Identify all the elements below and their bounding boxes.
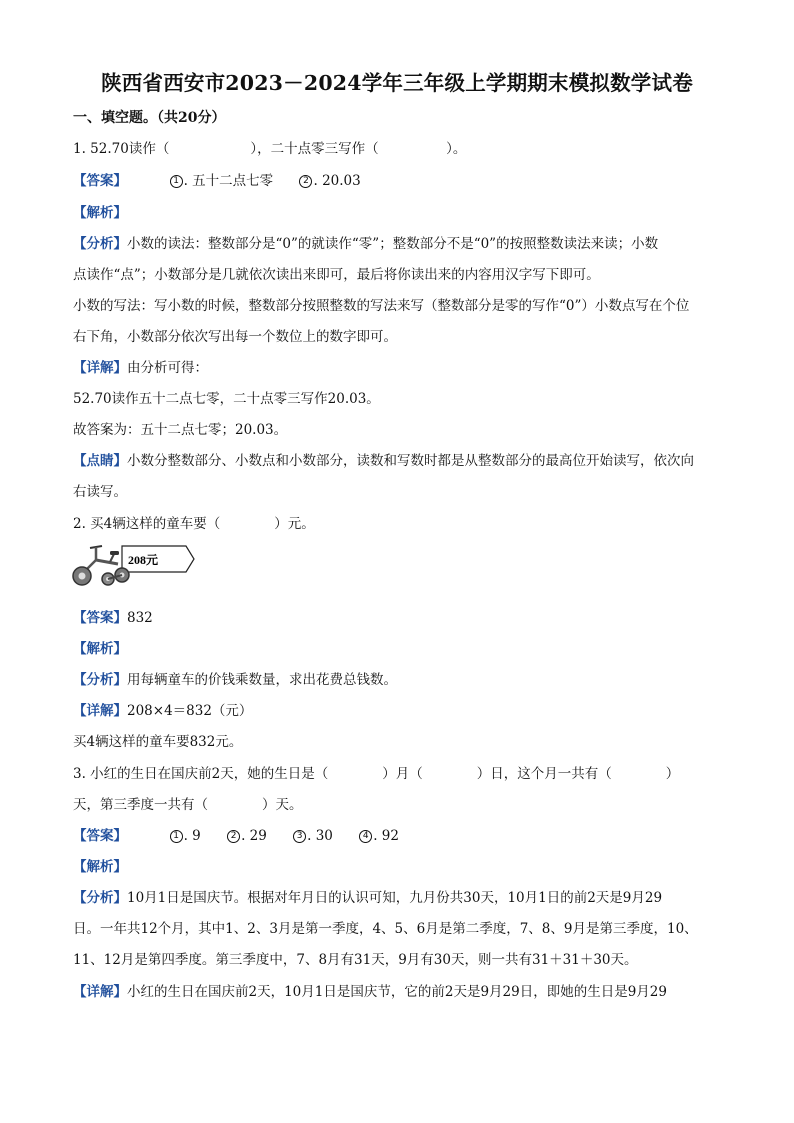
q1-dianjing-line-2: 右读写。: [73, 484, 127, 500]
q2-fenxi: 【分析】用每辆童车的价钱乘数量，求出花费总钱数。: [73, 672, 397, 688]
q1-answer-1: 1 . 五十二点七零: [170, 173, 274, 189]
q1-dianjing-line-1: 【点睛】小数分整数部分、小数点和小数部分，读数和写数时都是从整数部分的最高位开始读写，依次向: [73, 453, 694, 469]
q3-fenxi-line-1: 【分析】10月1日是国庆节。根据对年月日的认识可知，九月份共30天，10月1日的前2天是9月29: [73, 890, 663, 906]
dianjing-tag: 【点睛】: [73, 453, 127, 469]
q2-conclusion: 买4辆这样的童车要832元。: [73, 734, 243, 750]
q1-answer-row: [73, 172, 383, 190]
q2-xiangjie: 【详解】208×4＝832（元）: [73, 703, 253, 719]
q3-answer-row: [73, 827, 421, 845]
q3-answer-2: 2 . 29: [227, 828, 267, 844]
q3-answer-1: 1 . 9: [170, 828, 201, 844]
answer-tag: 【答案】: [73, 173, 127, 189]
q2-answer: 832: [127, 610, 153, 626]
analysis-heading: 【解析】: [73, 859, 127, 875]
q1-xiefa-line-1: 小数的写法：写小数的时候，整数部分按照整数的写法来写（整数部分是零的写作“0”）小数点写在个位: [73, 298, 690, 314]
answer-tag: 【答案】: [73, 828, 127, 844]
q1-xiangjie: 【详解】由分析可得：: [73, 360, 208, 376]
circled-number-icon: 4: [359, 830, 372, 843]
q1-xiefa-line-2: 右下角，小数部分依次写出每一个数位上的数字即可。: [73, 329, 397, 345]
analysis-heading: 【解析】: [73, 641, 127, 657]
xiangjie-tag: 【详解】: [73, 703, 127, 719]
fenxi-tag: 【分析】: [73, 236, 127, 252]
q3-answer-4: 4 . 92: [359, 828, 399, 844]
q1-fenxi-line-1: 【分析】小数的读法：整数部分是“0”的就读作“零”；整数部分不是“0”的按照整数读法来读；小数: [73, 236, 659, 252]
page-title: 陕西省西安市2023－2024学年三年级上学期期末模拟数学试卷: [101, 71, 693, 95]
q3-xiangjie: 【详解】小红的生日在国庆前2天，10月1日是国庆节，它的前2天是9月29日，即她的生日是9月29: [73, 984, 667, 1000]
circled-number-icon: 1: [170, 830, 183, 843]
q3-answer-3: 3 . 30: [293, 828, 333, 844]
circled-number-icon: 2: [227, 830, 240, 843]
q1-line-a: 52.70读作五十二点七零，二十点零三写作20.03。: [73, 391, 380, 407]
fenxi-tag: 【分析】: [73, 672, 127, 688]
price-tag-text: 208元: [128, 553, 159, 567]
answer-tag: 【答案】: [73, 610, 127, 626]
circled-number-icon: 1: [170, 175, 183, 188]
circled-number-icon: 3: [293, 830, 306, 843]
xiangjie-tag: 【详解】: [73, 984, 127, 1000]
q2-answer-row: [73, 609, 153, 627]
q3-fenxi-line-2: 日。一年共12个月，其中1、2、3月是第一季度，4、5、6月是第二季度，7、8、9月是第三季度，10、: [73, 921, 698, 937]
question-3-line-2: 天，第三季度一共有（ ）天。: [73, 797, 303, 813]
q1-answer-2: 2 . 20.03: [299, 173, 360, 189]
q1-fenxi-line-2: 点读作“点”；小数部分是几就依次读出来即可，最后将你读出来的内容用汉字写下即可。: [73, 267, 600, 283]
question-3-line-1: 3. 小红的生日在国庆前2天，她的生日是（ ）月（ ）日，这个月一共有（ ）: [73, 766, 680, 782]
fenxi-tag: 【分析】: [73, 890, 127, 906]
question-1: 1. 52.70读作（ ），二十点零三写作（ ）。: [73, 141, 467, 157]
xiangjie-tag: 【详解】: [73, 360, 127, 376]
q3-fenxi-line-3: 11、12月是第四季度。第三季度中，7、8月有31天，9月有30天，则一共有31＋31＋30天。: [73, 952, 638, 968]
question-2: 2. 买4辆这样的童车要（ ）元。: [73, 516, 315, 532]
tricycle-illustration: [70, 540, 196, 588]
q1-line-b: 故答案为：五十二点七零；20.03。: [73, 422, 288, 438]
analysis-heading: 【解析】: [73, 205, 127, 221]
circled-number-icon: 2: [299, 175, 312, 188]
section-heading: 一、填空题。（共20分）: [73, 110, 226, 126]
